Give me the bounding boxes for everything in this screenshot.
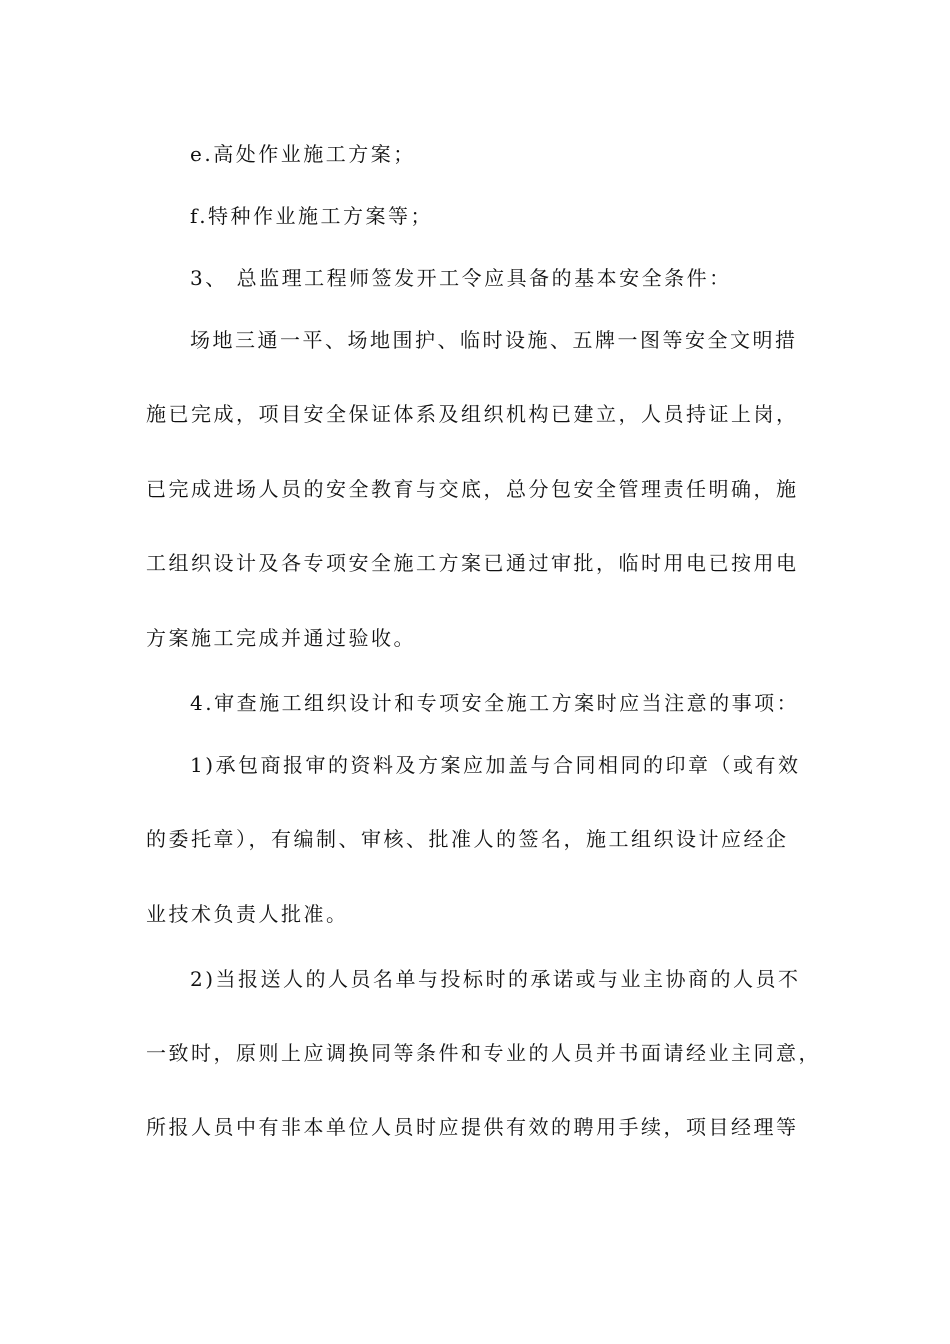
item-f-line: f.特种作业施工方案等； xyxy=(190,204,434,228)
section-3-heading: 3、 总监理工程师签发开工令应具备的基本安全条件： xyxy=(190,266,732,290)
paragraph-line: 所报人员中有非本单位人员时应提供有效的聘用手续，项目经理等 xyxy=(146,1115,799,1139)
section-4-heading: 4.审查施工组织设计和专项安全施工方案时应当注意的事项： xyxy=(190,691,800,715)
paragraph-line: 已完成进场人员的安全教育与交底，总分包安全管理责任明确，施 xyxy=(146,477,799,501)
paragraph-line: 的委托章），有编制、审核、批准人的签名，施工组织设计应经企 xyxy=(146,827,789,851)
paragraph-line: 工组织设计及各专项安全施工方案已通过审批，临时用电已按用电 xyxy=(146,551,799,575)
paragraph-line: 一致时，原则上应调换同等条件和专业的人员并书面请经业主同意， xyxy=(146,1041,821,1065)
paragraph-line: 施已完成，项目安全保证体系及组织机构已建立，人员持证上岗， xyxy=(146,402,799,426)
item-2-line: 2)当报送人的人员名单与投标时的承诺或与业主协商的人员不 xyxy=(190,967,801,991)
item-e-line: e.高处作业施工方案； xyxy=(190,142,416,166)
paragraph-line: 业技术负责人批准。 xyxy=(146,902,349,926)
item-1-line: 1)承包商报审的资料及方案应加盖与合同相同的印章（或有效 xyxy=(190,753,801,777)
paragraph-line: 方案施工完成并通过验收。 xyxy=(146,626,416,650)
paragraph-line: 场地三通一平、场地围护、临时设施、五牌一图等安全文明措 xyxy=(190,328,798,352)
